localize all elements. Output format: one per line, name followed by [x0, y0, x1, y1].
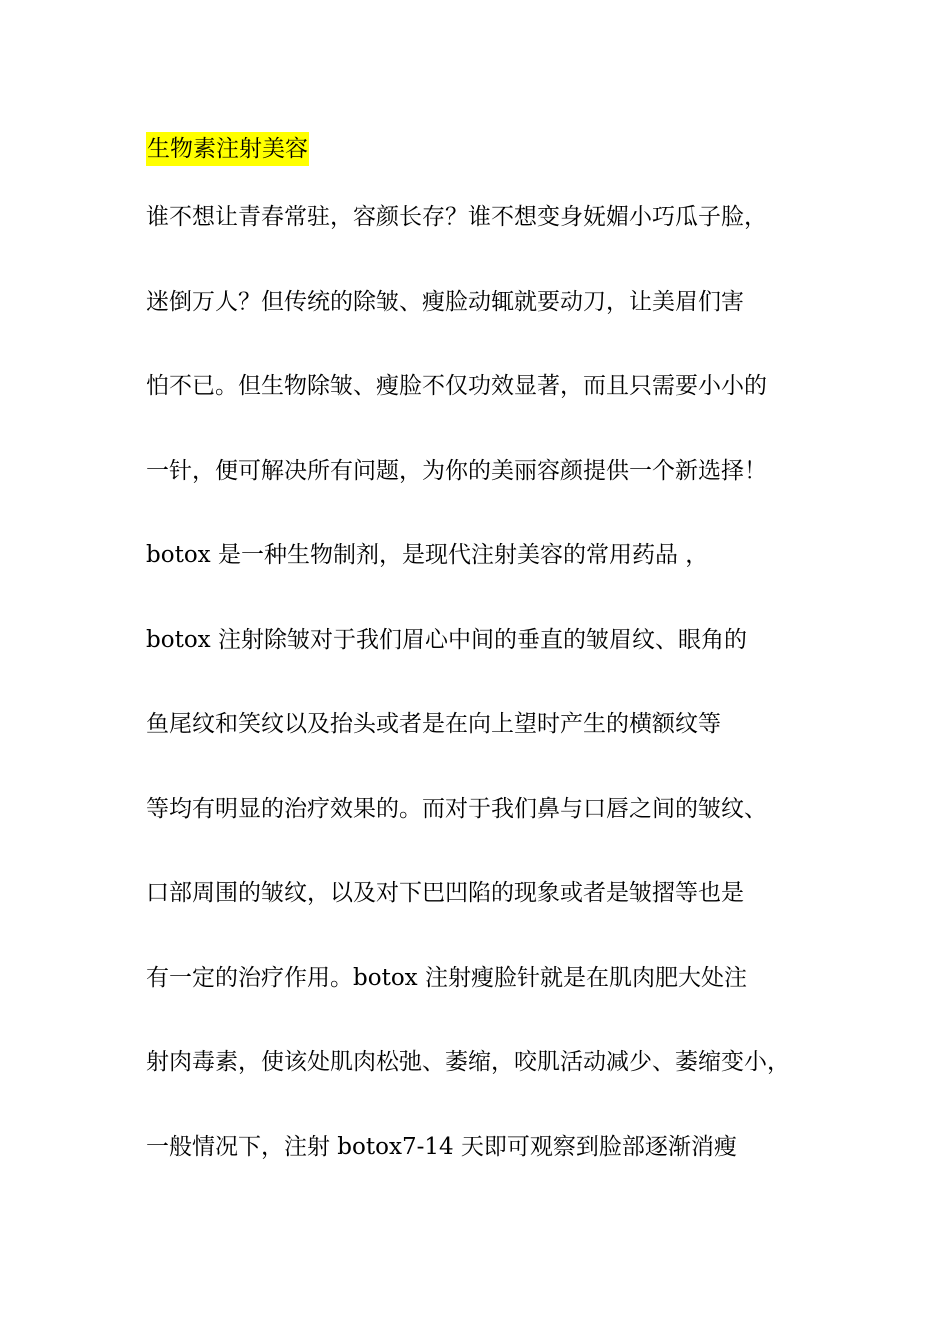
text-line: 口部周围的皱纹，以及对下巴凹陷的现象或者是皱摺等也是 [146, 880, 744, 906]
document-title: 生物素注射美容 [146, 132, 309, 166]
text-line: 迷倒万人？但传统的除皱、瘦脸动辄就要动刀，让美眉们害 [146, 288, 744, 315]
text-line: botox 是一种生物制剂，是现代注射美容的常用药品 ， [146, 542, 709, 568]
text-line: 怕不已。但生物除皱、瘦脸不仅功效显著，而且只需要小小的 [146, 373, 767, 399]
text-line: 射肉毒素，使该处肌肉松弛、萎缩，咬肌活动减少、萎缩变小， [146, 1049, 790, 1075]
text-line: 等均有明显的治疗效果的。而对于我们鼻与口唇之间的皱纹、 [146, 795, 767, 822]
text-line: 鱼尾纹和笑纹以及抬头或者是在向上望时产生的横额纹等 [146, 711, 721, 737]
text-line: 有一定的治疗作用。botox 注射瘦脸针就是在肌肉肥大处注 [146, 964, 747, 991]
text-line: 一般情况下，注射 botox7-14 天即可观察到脸部逐渐消瘦 [146, 1133, 737, 1160]
text-line: 谁不想让青春常驻，容颜长存？谁不想变身妩媚小巧瓜子脸， [146, 204, 767, 230]
title-block [146, 132, 309, 166]
body-text [146, 195, 836, 1209]
text-line: botox 注射除皱对于我们眉心中间的垂直的皱眉纹、眼角的 [146, 626, 747, 653]
text-line: 一针，便可解决所有问题，为你的美丽容颜提供一个新选择！ [146, 457, 767, 484]
